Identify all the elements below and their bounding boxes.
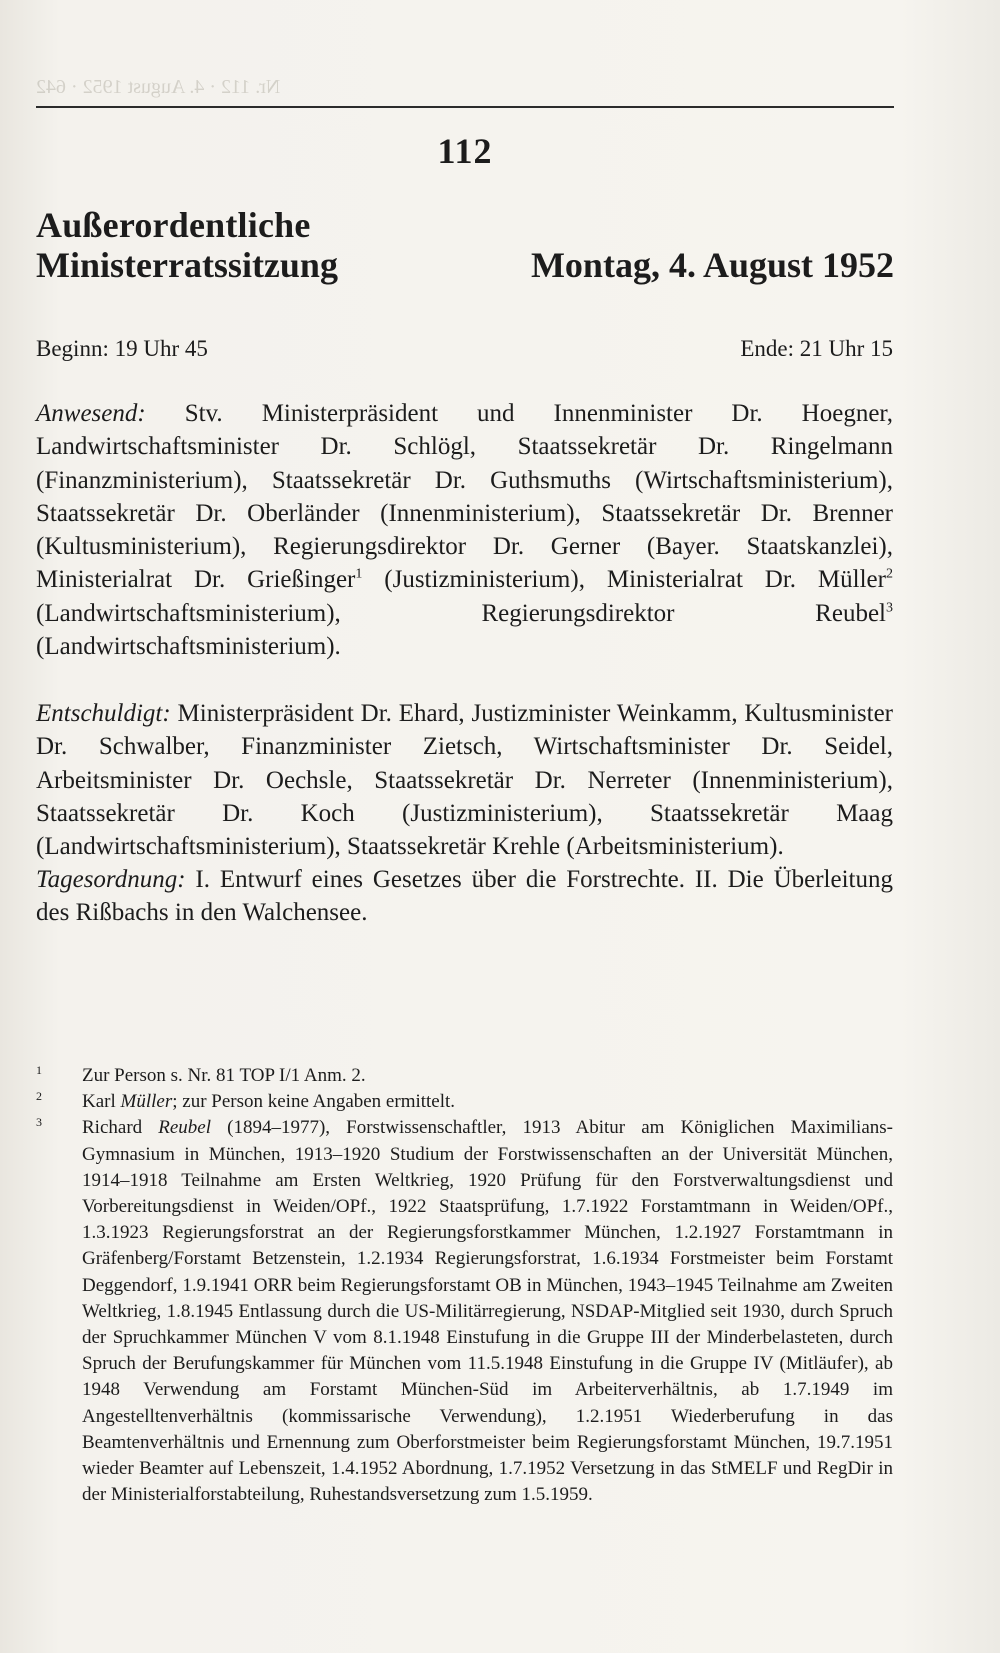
meeting-title-line2: Ministerratssitzung [36,245,338,285]
footnote-ref-1[interactable]: 1 [355,567,363,583]
agenda-label: Tagesordnung: [36,866,186,893]
footnote-2-pre: Karl [82,1091,121,1113]
absentees-label: Entschuldigt: [36,700,171,727]
footnote-3-text: (1894–1977), Forstwissenschaftler, 1913 Abitur am Königlichen Maximilians-Gymnasium in München, 1913–1920 Studium der Forstwissenschaften an der Universität München, 1914–1918 Teilnahme am Ersten Weltkrieg, 1920 Prüfung für den Forstverwaltungsdienst und Vorbereitungsdienst in Weiden/OPf., 1922 Staatsprüfung, 1.7.1922 Forstamtmann in Weiden/OPf., 1.3.1923 Regierungsforstrat an der Regierungsforstkammer München, 1.2.1927 Forstamtmann in Gräfenberg/Forstamt Betzenstein, 1.2.1934 Regierungsforstrat, 1.6.1934 Forstmeister beim Forstamt Deggendorf, 1.9.1941 ORR beim Regierungsforstamt OB in München, 1943–1945 Teilnahme am Zweiten Weltkrieg, 1.8.1945 Entlassung durch die US-Militärregierung, NSDAP-Mitglied seit 1930, durch Spruch der Spruchkammer München V vom 8.1.1948 Einstufung in die Gruppe III der Minderbelasteten, durch Spruch der Berufungskammer für München vom 11.5.1948 Einstufung in die Gruppe IV (Mitläufer), ab 1948 Verwendung am Forstamt München-Süd im Arbeiterverhältnis, ab 1.7.1949 im Angestelltenverhältnis (kommissarische Verwendung), 1.2.1951 Wiederberufung in das Beamtenverhältnis und Ernennung zum Oberforstmeister beim Regierungsforstamt München, 19.7.1951 wieder Beamter auf Lebenszeit, 1.4.1952 Abordnung, 1.7.1952 Versetzung in das StMELF und RegDir in der Ministerialforstabteilung, Ruhestandsversetzung zum 1.5.1959. [82,1117,893,1506]
attendees-text-3: (Landwirtschaftsministerium), Regierungsdirektor Reubel [36,599,886,627]
footnotes [36,1063,893,1508]
footnote-2 [36,1089,893,1115]
footnote-2-name: Müller [120,1091,173,1113]
attendees-text-2: (Justizministerium), Ministerialrat Dr. Müller [362,566,886,594]
footnote-3-number: 3 [36,1115,42,1130]
meeting-end-time: Ende: 21 Uhr 15 [740,336,893,361]
attendees-text-4: (Landwirtschaftsministerium). [36,633,341,661]
protocol-number: 112 [437,131,493,171]
footnote-ref-2[interactable]: 2 [885,567,893,583]
attendees-paragraph [36,397,893,663]
meeting-begin-time: Beginn: 19 Uhr 45 [36,336,208,361]
footnote-3 [36,1115,893,1508]
running-head-text: Nr. 112 · 4. August 1952 · 642 [36,76,281,98]
footnote-1-text: Zur Person s. Nr. 81 TOP I/1 Anm. 2. [82,1065,366,1086]
footnote-2-text: ; zur Person keine Angaben ermittelt. [172,1091,456,1113]
agenda-text: I. Entwurf eines Gesetzes über die Forstrechte. II. Die Überleitung des Rißbachs in den Walchensee. [36,866,893,927]
meeting-date: Montag, 4. August 1952 [530,245,894,285]
meeting-title-line1: Außerordentliche [36,205,311,245]
footnote-1-number: 1 [36,1063,42,1077]
running-head-bleed-through [36,76,892,106]
absentees-text: Ministerpräsident Dr. Ehard, Justizminister Weinkamm, Kultusminister Dr. Schwalber, Finanzminister Zietsch, Wirtschaftsminister Dr. Seidel, Arbeitsminister Dr. Oechsle, Staatssekretär Dr. Nerreter (Innenministerium), Staatssekretär Dr. Koch (Justizministerium), Staatssekretär Maag (Landwirtschaftsministerium), Staatssekretär Krehle (Arbeitsministerium). [36,700,893,861]
attendees-label: Anwesend: [36,400,146,427]
footnote-1 [36,1063,893,1089]
footnote-2-number: 2 [36,1089,42,1104]
footnote-3-pre: Richard [82,1117,159,1139]
absentees-paragraph [36,697,893,863]
footnote-3-name: Reubel [158,1117,212,1139]
footnote-ref-3[interactable]: 3 [886,600,893,616]
agenda-paragraph [36,863,893,930]
attendees-text: Stv. Ministerpräsident und Innenminister Dr. Hoegner, Landwirtschaftsminister Dr. Schlögl, Staatssekretär Dr. Ringelmann (Finanzministerium), Staatssekretär Dr. Guthsmuths (Wirtschaftsministerium), Staatssekretär Dr. Oberländer (Innenministerium), Staatssekretär Dr. Brenner (Kultusministerium), Regierungsdirektor Dr. Gerner (Bayer. Staatskanzlei), Ministerialrat Dr. Grießinger [36,400,893,594]
header-rule [36,106,894,108]
